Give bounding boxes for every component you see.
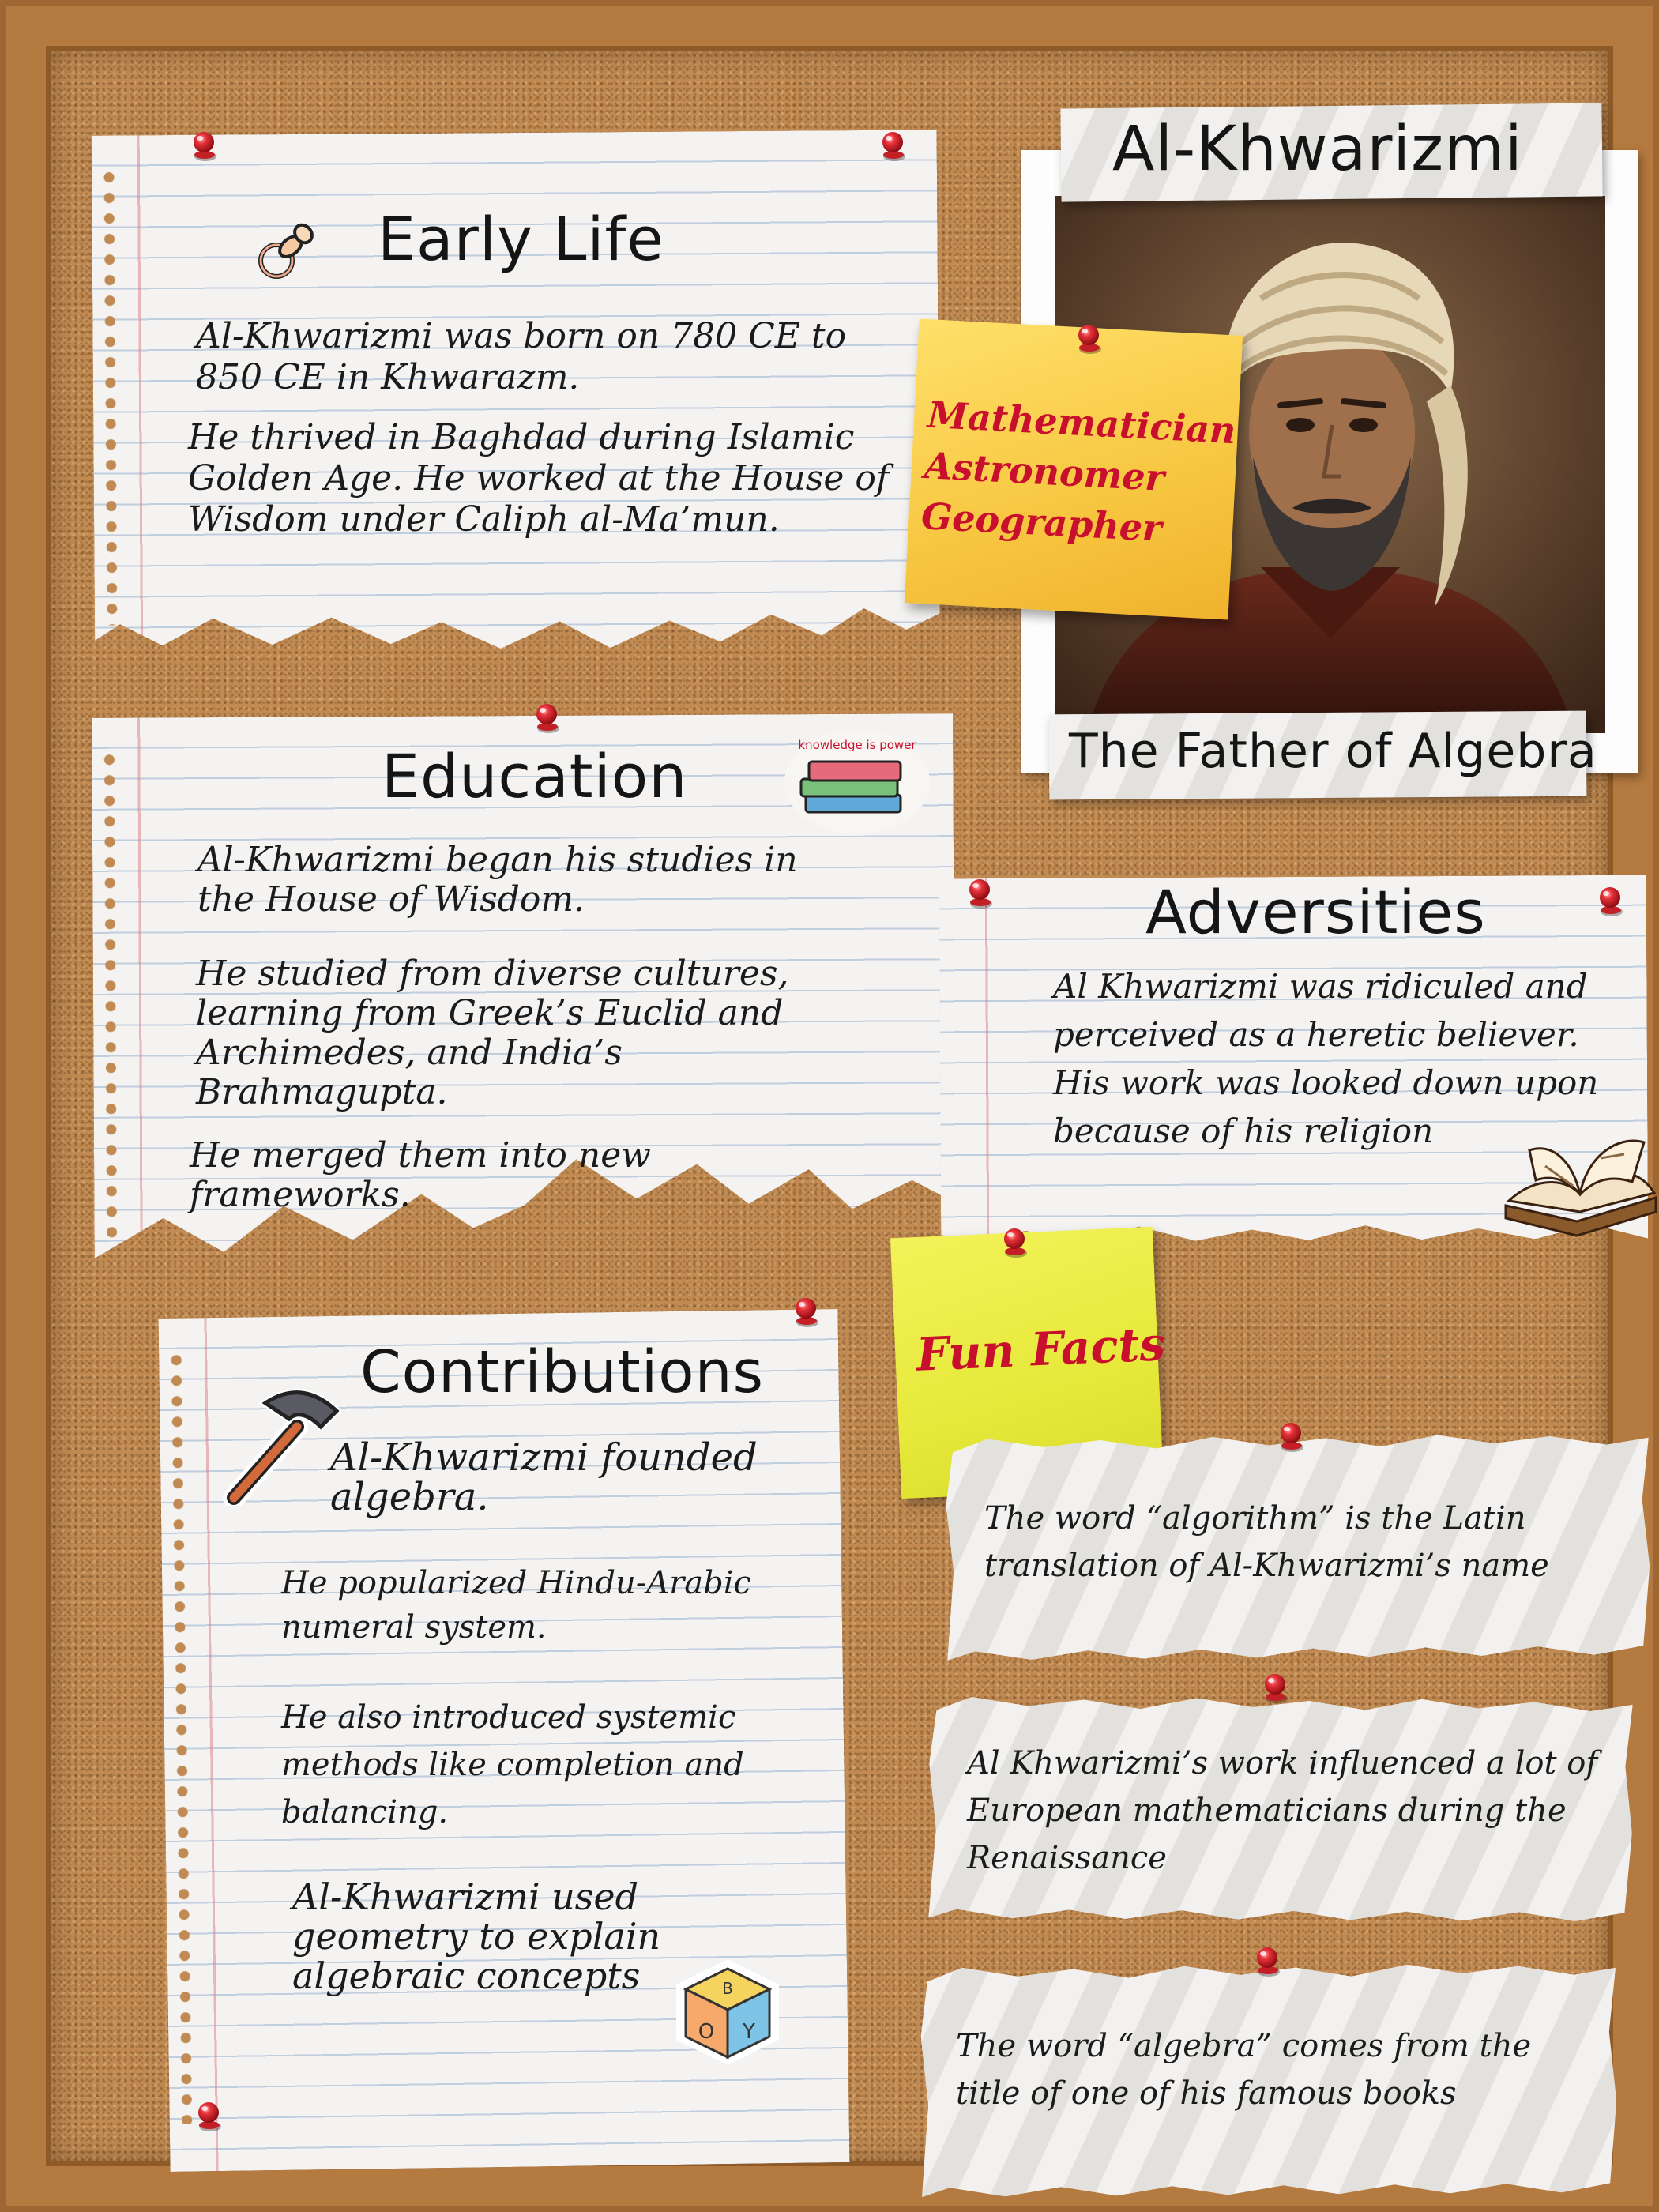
pushpin-icon [191,2100,226,2135]
pushpin-icon [186,130,221,164]
education-paragraph: He merged them into new frameworks. [190,1135,651,1215]
hammer-icon [218,1379,344,1506]
education-paragraph: He studied from diverse cultures, learning from Greek’s Euclid and Archimedes, and India’s Brahmagupta. [196,954,789,1112]
pushpin-icon [1593,885,1627,920]
pacifier-icon [253,218,319,284]
contribution-item: Al-Khwarizmi used geometry to explain algebraic concepts [292,1875,661,1997]
pushpin-icon [529,702,564,736]
books-sticker-icon [782,725,932,836]
pushpin-icon [962,877,997,912]
pushpin-icon [997,1226,1032,1261]
role-geographer: Geographer [920,495,1163,550]
fun-facts-heading: Fun Facts [915,1317,1167,1382]
adversities-heading: Adversities [1146,877,1486,947]
sticker-text: knowledge is power [798,738,916,752]
contribution-item: Al-Khwarizmi founded algebra. [330,1435,758,1519]
early-life-paragraph: Al-Khwarizmi was born on 780 CE to 850 CE in Khwarazm. [196,316,847,397]
block-letter: O [698,2020,715,2044]
pushpin-icon [1258,1672,1292,1706]
block-letter: B [722,1979,733,1998]
adversities-text: Al Khwarizmi was ridiculed and perceived as a heretic believer. His work was looked down upon because of his religion [1053,967,1599,1150]
role-mathematician: Mathematician [926,393,1237,453]
portrait-title: Al-Khwarizmi [1112,114,1523,185]
contribution-item: He also introduced systemic methods like completion and balancing. [281,1699,744,1830]
fun-fact-text: The word “algebra” comes from the title of one of his famous books [956,2028,1532,2112]
pushpin-icon [788,1296,823,1330]
contribution-item: He popularized Hindu-Arabic numeral system. [281,1565,751,1646]
early-life-paragraph: He thrived in Baghdad during Islamic Golden Age. He worked at the House of Wisdom under Caliph al-Ma’mun. [188,417,890,540]
pushpin-icon [875,130,910,164]
pushpin-icon [1273,1420,1308,1455]
portrait-caption: The Father of Algebra [1069,724,1597,779]
pushpin-icon [1071,322,1106,357]
open-book-icon [1498,1119,1659,1237]
education-heading: Education [382,741,688,811]
contributions-heading: Contributions [360,1338,765,1406]
block-letter: Y [743,2020,755,2044]
role-astronomer: Astronomer [923,444,1166,499]
fun-fact-text: Al Khwarizmi’s work influenced a lot of European mathematicians during the Renaissance [967,1745,1598,1876]
early-life-heading: Early Life [378,204,665,274]
education-paragraph: Al-Khwarizmi began his studies in the House of Wisdom. [198,840,798,920]
fun-fact-text: The word “algorithm” is the Latin translation of Al-Khwarizmi’s name [984,1500,1549,1584]
alphabet-block-icon [668,1953,787,2071]
pushpin-icon [1250,1945,1285,1980]
